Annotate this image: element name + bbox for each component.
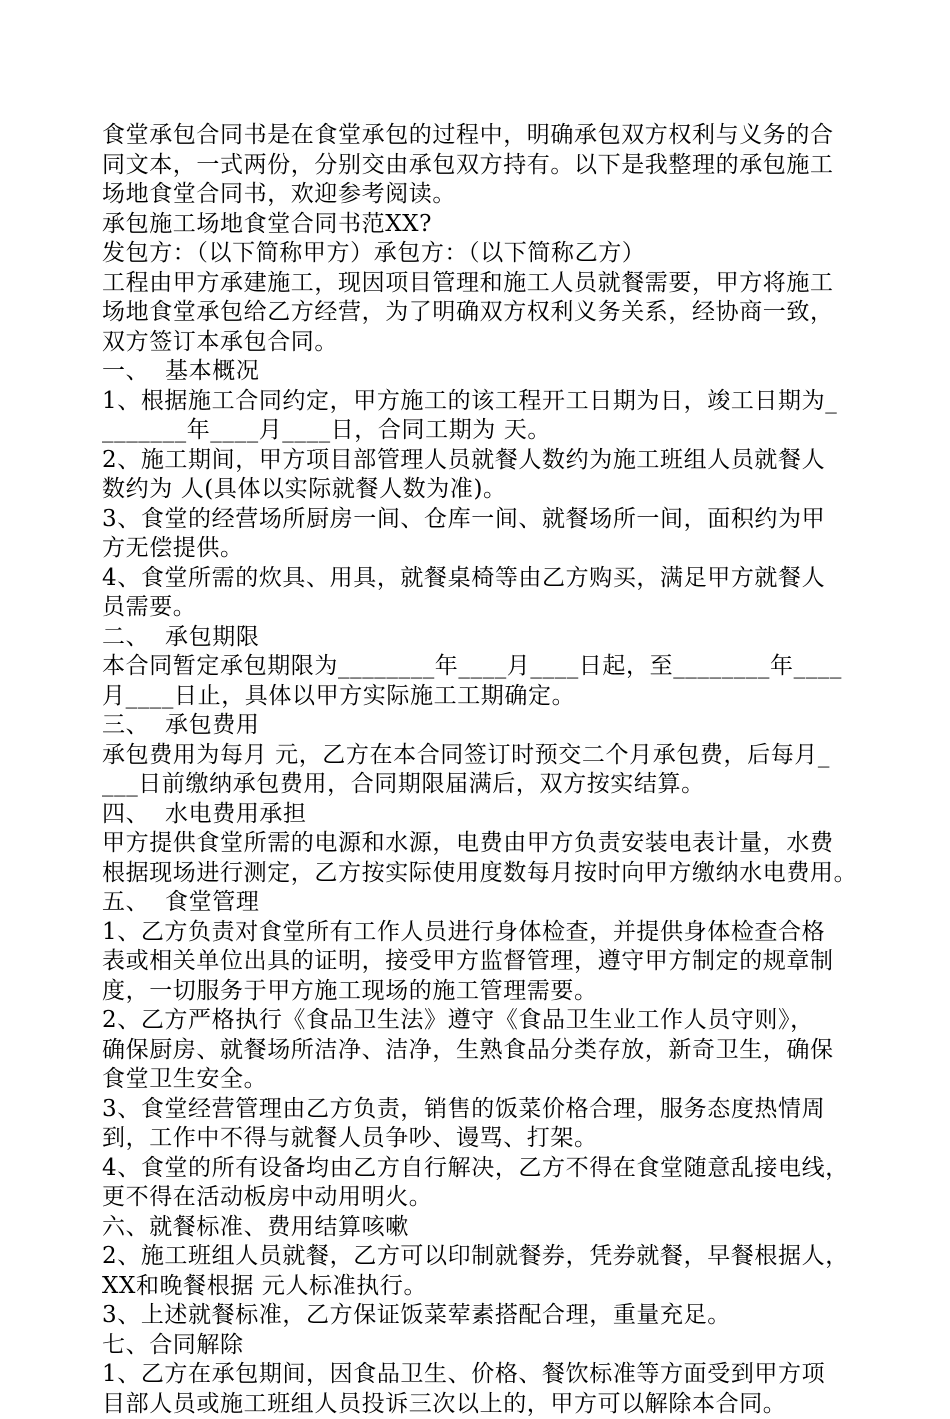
text-line: 4、食堂所需的炊具、用具，就餐桌椅等由乙方购买，满足甲方就餐人 bbox=[102, 564, 854, 594]
text-line: 本合同暂定承包期限为________年____月____日起，至________年____ bbox=[102, 652, 854, 682]
text-line: 月____日止，具体以甲方实际施工工期确定。 bbox=[102, 682, 854, 712]
text-line: 场地食堂合同书，欢迎参考阅读。 bbox=[102, 180, 854, 210]
text-line: 数约为 人(具体以实际就餐人数为准)。 bbox=[102, 475, 854, 505]
section-heading: 二、 承包期限 bbox=[102, 623, 854, 653]
text-line: 食堂承包合同书是在食堂承包的过程中，明确承包双方权利与义务的合 bbox=[102, 121, 854, 151]
text-line: 2、施工班组人员就餐，乙方可以印制就餐券，凭券就餐，早餐根据人， bbox=[102, 1242, 854, 1272]
parties-line: 发包方：（以下简称甲方）承包方：（以下简称乙方） bbox=[102, 239, 854, 269]
section-heading: 一、 基本概况 bbox=[102, 357, 854, 387]
text-line: 2、施工期间，甲方项目部管理人员就餐人数约为施工班组人员就餐人 bbox=[102, 446, 854, 476]
section-heading: 三、 承包费用 bbox=[102, 711, 854, 741]
text-line: 根据现场进行测定，乙方按实际使用度数每月按时向甲方缴纳水电费用。 bbox=[102, 859, 854, 889]
text-line: 场地食堂承包给乙方经营，为了明确双方权利义务关系，经协商一致， bbox=[102, 298, 854, 328]
document-body bbox=[102, 121, 854, 1419]
text-line: 更不得在活动板房中动用明火。 bbox=[102, 1183, 854, 1213]
section-heading: 四、 水电费用承担 bbox=[102, 800, 854, 830]
text-line: 双方签订本承包合同。 bbox=[102, 328, 854, 358]
text-line: 1、乙方在承包期间，因食品卫生、价格、餐饮标准等方面受到甲方项 bbox=[102, 1360, 854, 1390]
text-line: 到，工作中不得与就餐人员争吵、谩骂、打架。 bbox=[102, 1124, 854, 1154]
text-line: ___日前缴纳承包费用，合同期限届满后，双方按实结算。 bbox=[102, 770, 854, 800]
text-line: 1、根据施工合同约定，甲方施工的该工程开工日期为日，竣工日期为_ bbox=[102, 387, 854, 417]
document-title: 承包施工场地食堂合同书范XX? bbox=[102, 210, 854, 240]
text-line: 1、乙方负责对食堂所有工作人员进行身体检查，并提供身体检查合格 bbox=[102, 918, 854, 948]
text-line: 同文本，一式两份，分别交由承包双方持有。以下是我整理的承包施工 bbox=[102, 151, 854, 181]
text-line: 3、食堂经营管理由乙方负责，销售的饭菜价格合理，服务态度热情周 bbox=[102, 1095, 854, 1125]
text-line: 4、食堂的所有设备均由乙方自行解决，乙方不得在食堂随意乱接电线， bbox=[102, 1154, 854, 1184]
text-line: 工程由甲方承建施工，现因项目管理和施工人员就餐需要，甲方将施工 bbox=[102, 269, 854, 299]
section-heading: 七、合同解除 bbox=[102, 1331, 854, 1361]
text-line: 3、上述就餐标准，乙方保证饭菜荤素搭配合理，重量充足。 bbox=[102, 1301, 854, 1331]
text-line: XX和晚餐根据 元人标准执行。 bbox=[102, 1272, 854, 1302]
text-line: 度，一切服务于甲方施工现场的施工管理需要。 bbox=[102, 977, 854, 1007]
text-line: 3、食堂的经营场所厨房一间、仓库一间、就餐场所一间，面积约为甲 bbox=[102, 505, 854, 535]
section-heading: 六、就餐标准、费用结算咳嗽 bbox=[102, 1213, 854, 1243]
text-line: 方无偿提供。 bbox=[102, 534, 854, 564]
text-line: 甲方提供食堂所需的电源和水源，电费由甲方负责安装电表计量，水费 bbox=[102, 829, 854, 859]
text-line: 食堂卫生安全。 bbox=[102, 1065, 854, 1095]
text-line: 确保厨房、就餐场所洁净、洁净，生熟食品分类存放，新奇卫生，确保 bbox=[102, 1036, 854, 1066]
text-line: _______年____月____日，合同工期为 天。 bbox=[102, 416, 854, 446]
text-line: 2、乙方严格执行《食品卫生法》遵守《食品卫生业工作人员守则》， bbox=[102, 1006, 854, 1036]
section-heading: 五、 食堂管理 bbox=[102, 888, 854, 918]
text-line: 员需要。 bbox=[102, 593, 854, 623]
text-line: 承包费用为每月 元，乙方在本合同签订时预交二个月承包费，后每月_ bbox=[102, 741, 854, 771]
text-line: 表或相关单位出具的证明，接受甲方监督管理，遵守甲方制定的规章制 bbox=[102, 947, 854, 977]
text-line: 目部人员或施工班组人员投诉三次以上的，甲方可以解除本合同。 bbox=[102, 1390, 854, 1419]
